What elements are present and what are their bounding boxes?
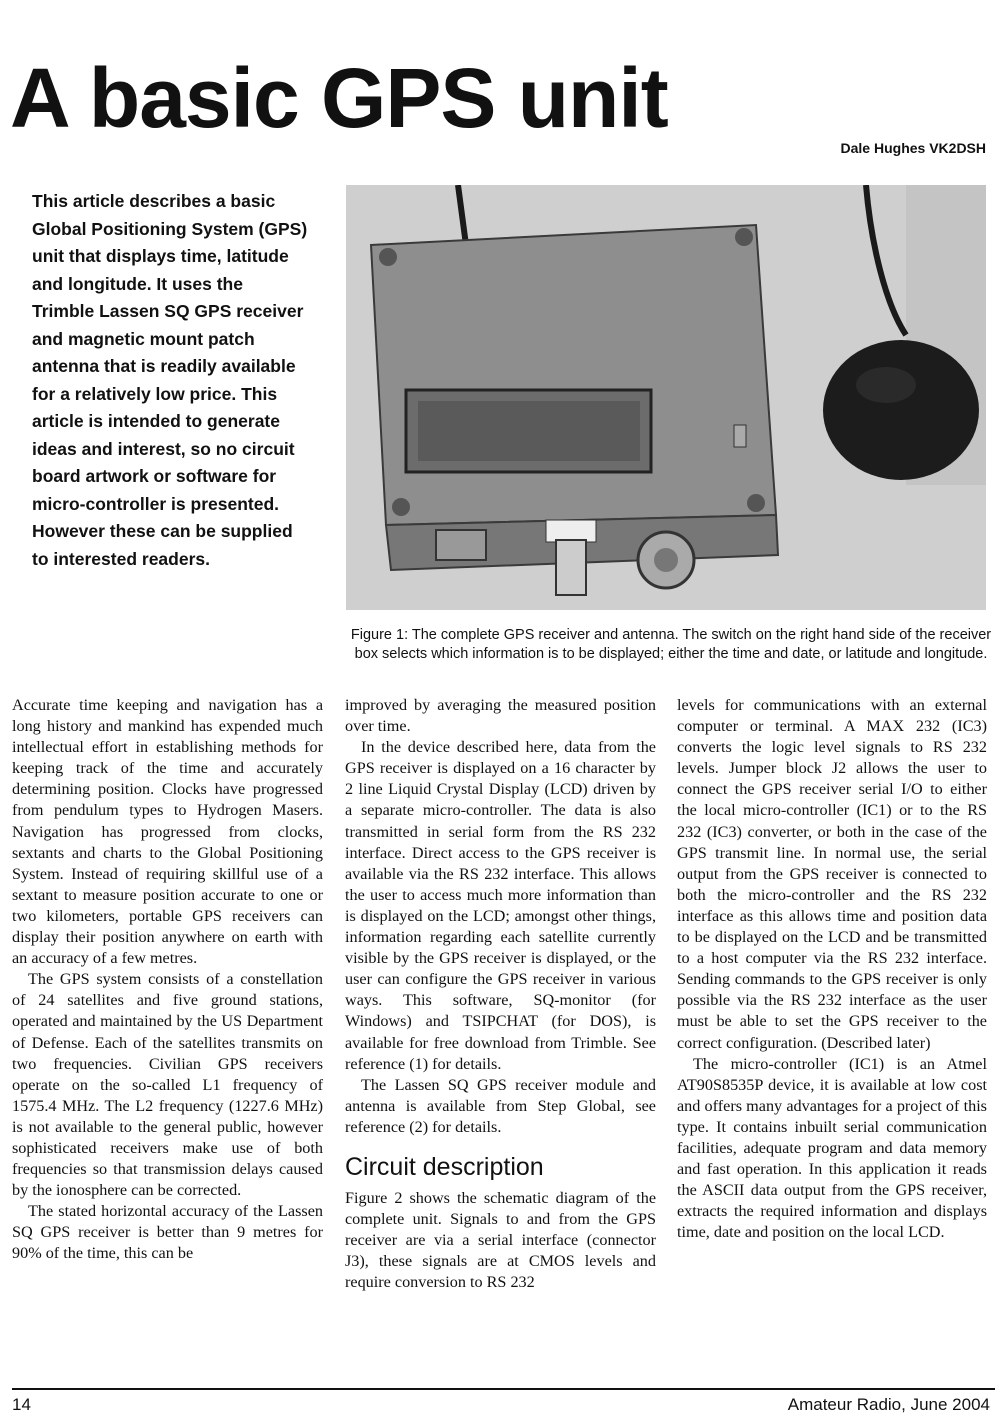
paragraph: improved by averaging the measured position over time. [345, 696, 656, 736]
page-number: 14 [12, 1395, 31, 1414]
body-column-3 [677, 695, 987, 1243]
footer-rule [12, 1388, 995, 1390]
figure-photo [346, 185, 986, 610]
paragraph: Accurate time keeping and navigation has a long history and mankind has expended much intellectual effort in establishing methods for keeping track of the time and accurately determining position. Clocks have progressed from pendulum types to Hydrogen Masers. Navigation has progressed from clocks, sextants and charts to the Global Positioning System. Instead of requiring skillful use of a sextant to measure position accurate to one or two kilometers, portable GPS receivers can display their position anywhere on earth with an accuracy of a few metres. [12, 696, 323, 968]
paragraph: The Lassen SQ GPS receiver module and antenna is available from Step Global, see reference (2) for details. [345, 1075, 656, 1136]
paragraph: levels for communications with an external computer or terminal. A MAX 232 (IC3) converts the logic level signals to RS 232 levels. Jumper block J2 allows the user to connect the GPS receiver serial I/O to either the local micro-controller (IC1) or to the RS 232 (IC3) converter, or both in the case of the GPS transmit line. In normal use, the serial output from the GPS receiver is connected to both the micro-controller and the RS 232 interface as this allows time and position data to be displayed on the LCD and be transmitted to a host computer via the RS 232 interface. Sending commands to the GPS receiver is only possible via the RS 232 interface as the user must be able to set the GPS receiver to the correct configuration. (Described later) [677, 696, 987, 1052]
paragraph: The stated horizontal accuracy of the Lassen SQ GPS receiver is better than 9 metres for 90% of the time, this can be [12, 1202, 323, 1263]
paragraph: Figure 2 shows the schematic diagram of the complete unit. Signals to and from the GPS receiver are via a serial interface (connector J3), these signals are at CMOS levels and require conversion to RS 232 [345, 1188, 656, 1292]
article-title: A basic GPS unit [10, 51, 668, 145]
paragraph: The micro-controller (IC1) is an Atmel AT90S8535P device, it is available at low cost and offers many advantages for a project of this type. It contains inbuilt serial communication facilities, adequate program and data memory and fast operation. In this application it reads the ASCII data output from the GPS receiver, extracts the required information and displays time, date and position on the local LCD. [677, 1054, 987, 1242]
body-column-2 [345, 695, 656, 1293]
gps-unit-photo [346, 185, 986, 610]
paragraph: In the device described here, data from the GPS receiver is displayed on a 16 character by 2 line Liquid Crystal Display (LCD) driven by a separate micro-controller. The data is also transmitted in serial form from the RS 232 interface. Direct access to the GPS receiver is available via the RS 232 interface. This allows the user to access much more information than is displayed on the LCD; amongst other things, information regarding each satellite currently visible by the GPS receiver is displayed, or the user can configure the GPS receiver in various ways. This software, SQ-monitor (for Windows) and TSIPCHAT (for DOS), is available for free download from Trimble. See reference (1) for details. [345, 738, 656, 1073]
article-abstract: This article describes a basic Global Positioning System (GPS) unit that displays time, latitude and longitude. It uses the Trimble Lassen SQ GPS receiver and magnetic mount patch antenna that is readily available for a relatively low price. This article is intended to generate ideas and interest, so no circuit board artwork or software for micro-controller is presented. However these can be supplied to interested readers. [32, 191, 308, 569]
author-byline: Dale Hughes VK2DSH [840, 140, 986, 156]
paragraph: The GPS system consists of a constellation of 24 satellites and five ground stations, operated and maintained by the US Department of Defense. Each of the satellites transmits on two frequencies. Civilian GPS receivers operate on the so-called L1 frequency of 1575.4 MHz. The L2 frequency (1227.6 MHz) is not available to the general public, however sophisticated receivers make use of both frequencies so that transmission delays caused by the ionosphere can be corrected. [12, 970, 323, 1200]
publication-name: Amateur Radio, June 2004 [787, 1395, 990, 1414]
body-column-1 [12, 695, 323, 1265]
section-heading: Circuit description [345, 1152, 544, 1181]
figure-caption: Figure 1: The complete GPS receiver and antenna. The switch on the right hand side of the receiver box selects which information is to be displayed; either the time and date, or latitude and longitude. [350, 627, 992, 662]
